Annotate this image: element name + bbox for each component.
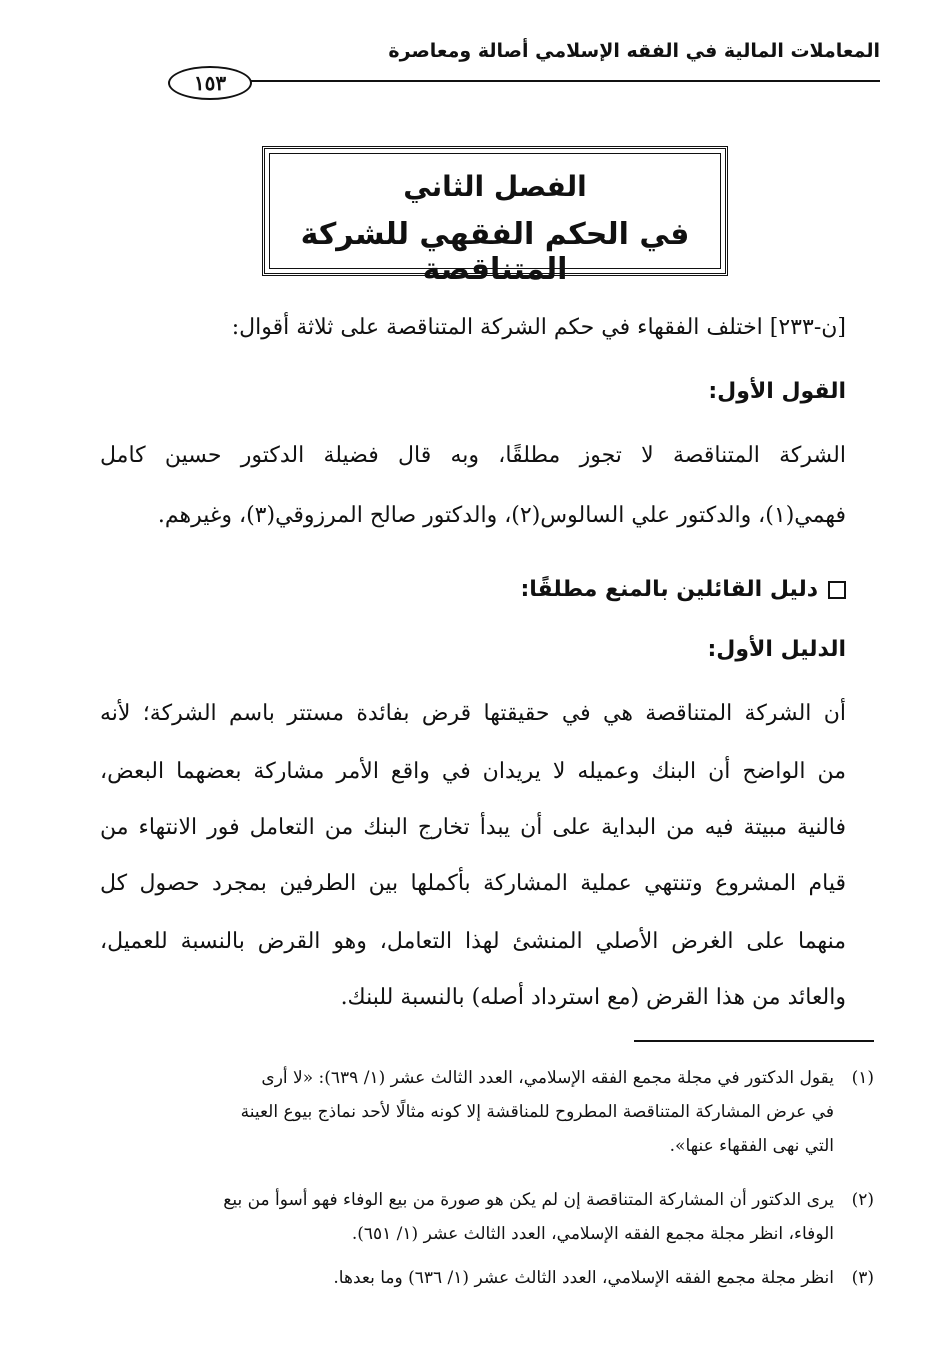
- footnote-3: [112, 1262, 874, 1294]
- first-opinion-line-2: فهمي(١)، والدكتور علي السالوس(٢)، والدكتور صالح المرزوقي(٣)، وغيرهم.: [157, 503, 846, 528]
- chapter-title: الفصل الثاني: [403, 170, 587, 203]
- chapter-title-inner: [269, 153, 721, 287]
- chapter-title-box: [262, 146, 728, 287]
- chapter-subtitle: في الحكم الفقهي للشركة المتناقصة: [300, 217, 690, 287]
- footnote-line: يرى الدكتور أن المشاركة المتناقصة إن لم يكن هو صورة من بيع الوفاء فهو أسوأ من بيع: [223, 1190, 834, 1210]
- paragraph-line: والعائد من هذا القرض (مع استرداد أصله) بالنسبة للبنك.: [340, 985, 846, 1010]
- first-opinion-line-1: الشركة المتناقصة لا تجوز مطلقًا، وبه قال فضيلة الدكتور حسين كامل: [100, 443, 846, 468]
- footnote-line: الوفاء، انظر مجلة مجمع الفقه الإسلامي، العدد الثالث عشر (١/ ٦٥١).: [351, 1224, 834, 1244]
- first-opinion-heading: القول الأول:: [708, 379, 846, 404]
- evidence-heading-row: [100, 570, 846, 610]
- paragraph-line: قيام المشروع وتنتهي عملية المشاركة بأكملها بين الطرفين بمجرد حصول كل: [100, 871, 846, 896]
- footnote-line: التي نهى الفقهاء عنها».: [669, 1136, 834, 1156]
- intro-paragraph: [ن-٢٣٣] اختلف الفقهاء في حكم الشركة المتناقصة على ثلاثة أقوال:: [231, 315, 846, 340]
- footnote-1: [112, 1062, 874, 1094]
- footnote-line: في عرض المشاركة المتناقصة المطروح للمناقشة إلا كونه مثالًا لأحد نماذج بيوع العينة: [240, 1102, 834, 1122]
- footnote-line: انظر مجلة مجمع الفقه الإسلامي، العدد الثالث عشر (١/ ٦٣٦) وما بعدها.: [333, 1268, 834, 1288]
- footnote-line: يقول الدكتور في مجلة مجمع الفقه الإسلامي، العدد الثالث عشر (١/ ٦٣٩): «لا أرى: [261, 1068, 834, 1088]
- paragraph-line: أن الشركة المتناقصة هي في حقيقتها قرض بفائدة مستتر باسم الشركة؛ لأنه: [100, 701, 846, 726]
- first-evidence-heading: الدليل الأول:: [707, 637, 846, 662]
- paragraph-line: من الواضح أن البنك وعميله لا يريدان في واقع الأمر مشاركة بعضهما البعض،: [100, 759, 846, 784]
- evidence-heading: دليل القائلين بالمنع مطلقًا:: [520, 577, 818, 602]
- footnote-number: (٣): [851, 1268, 874, 1288]
- square-bullet-icon: [828, 581, 846, 599]
- paragraph-line: فالنية مبيتة فيه من البداية على أن يبدأ تخارج البنك من التعامل فور الانتهاء من: [100, 815, 846, 840]
- running-header: المعاملات المالية في الفقه الإسلامي أصالة ومعاصرة: [388, 40, 880, 62]
- footnote-rule: [634, 1040, 874, 1042]
- header-rule: [250, 80, 880, 82]
- footnote-2: [112, 1184, 874, 1216]
- page-number: ١٥٣: [168, 66, 252, 100]
- footnote-number: (٢): [851, 1190, 874, 1210]
- paragraph-line: منهما على الغرض الأصلي المنشئ لهذا التعامل، وهو القرض بالنسبة للعميل،: [100, 929, 846, 954]
- footnote-number: (١): [851, 1068, 874, 1088]
